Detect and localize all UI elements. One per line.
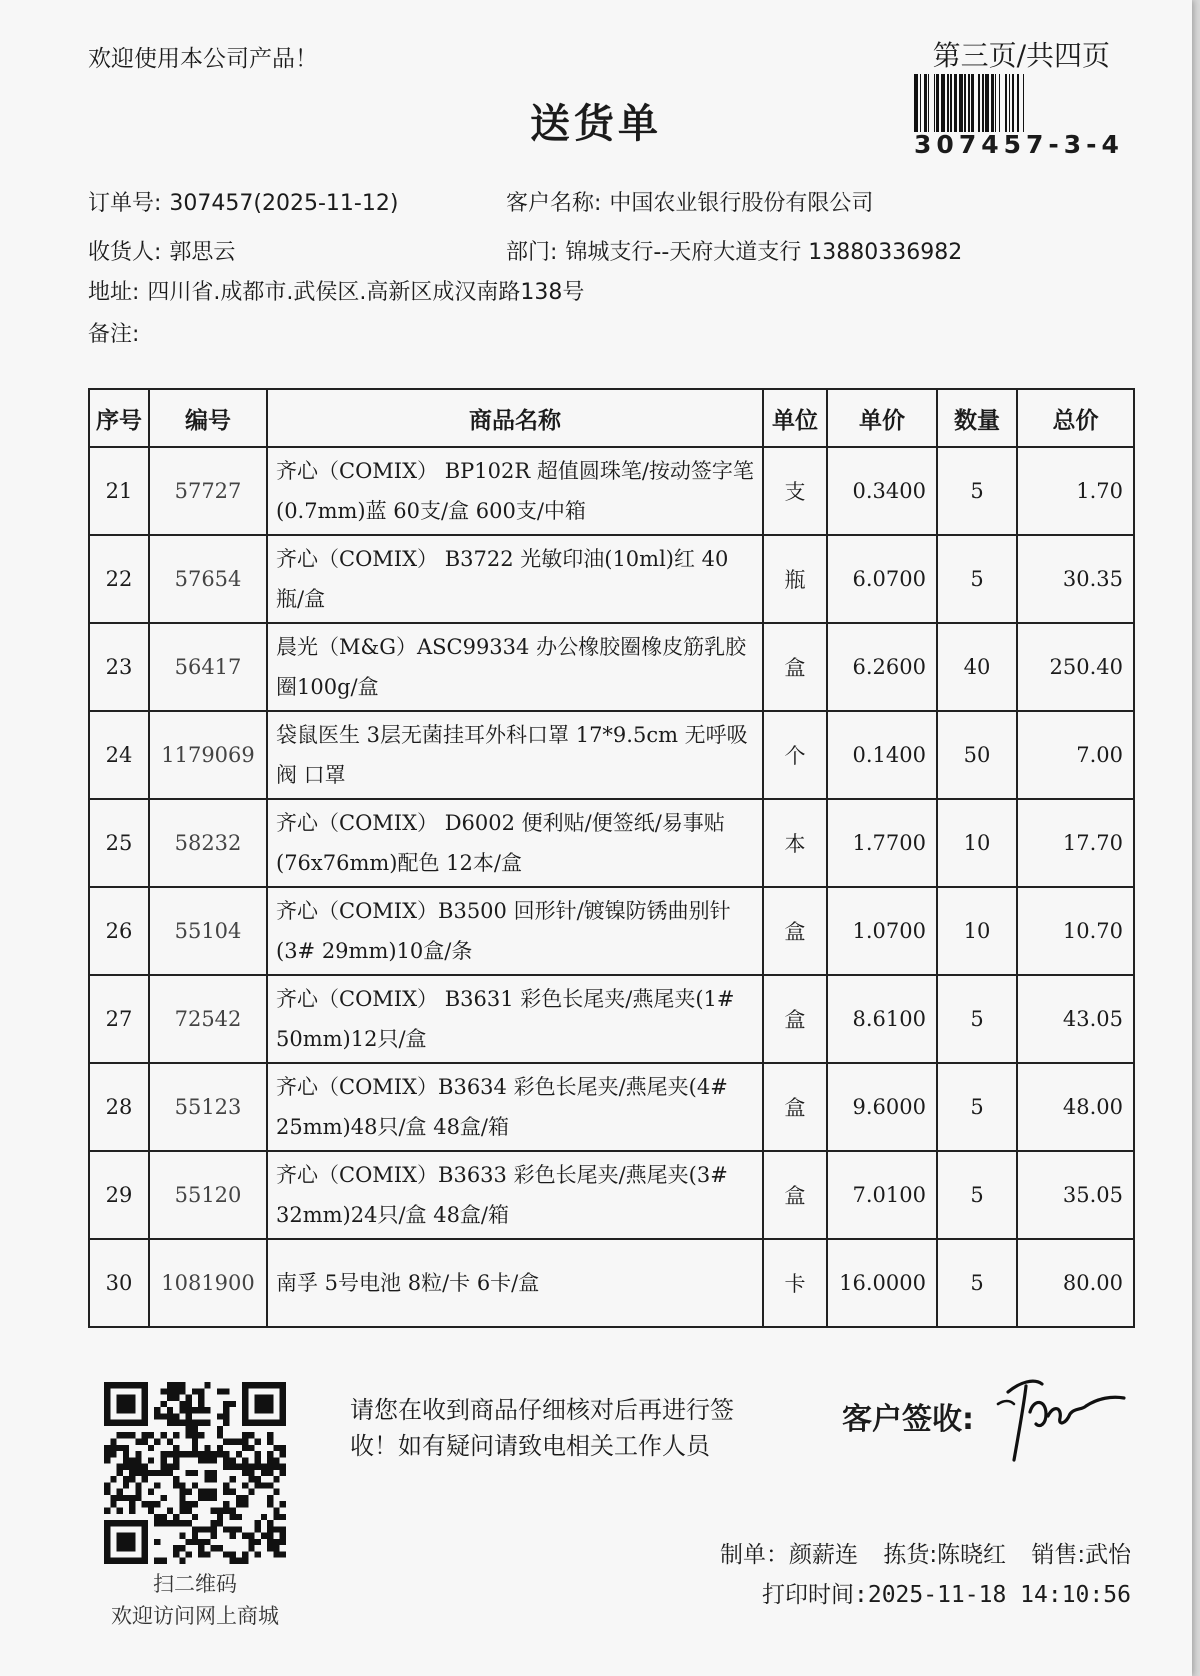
cell-unit: 盒 — [763, 887, 827, 975]
header-unit-price: 单价 — [827, 389, 937, 447]
cell-seq: 27 — [89, 975, 149, 1063]
cell-code: 58232 — [149, 799, 267, 887]
order-number-label: 订单号: — [88, 191, 162, 216]
customer-name-label: 客户名称: — [506, 191, 602, 216]
customer-name-field — [506, 186, 873, 217]
header-product-name: 商品名称 — [267, 389, 763, 447]
department-field — [506, 235, 962, 266]
cell-unit: 瓶 — [763, 535, 827, 623]
cell-code: 72542 — [149, 975, 267, 1063]
cell-unit: 卡 — [763, 1239, 827, 1327]
cell-code: 57654 — [149, 535, 267, 623]
page-indicator: 第三页/共四页 — [932, 39, 1110, 72]
cell-quantity: 40 — [937, 623, 1017, 711]
cell-unit: 盒 — [763, 623, 827, 711]
department-value: 锦城支行--天府大道支行 13880336982 — [565, 240, 963, 265]
table-row — [89, 623, 1134, 711]
table-row — [89, 799, 1134, 887]
cell-code: 55123 — [149, 1063, 267, 1151]
cell-unit-price: 0.1400 — [827, 711, 937, 799]
cell-seq: 21 — [89, 447, 149, 535]
address-value: 四川省.成都市.武侯区.高新区成汉南路138号 — [147, 280, 585, 305]
cell-product-name: 齐心（COMIX） B3722 光敏印油(10ml)红 40瓶/盒 — [267, 535, 763, 623]
items-table — [88, 388, 1135, 1328]
header-total: 总价 — [1017, 389, 1134, 447]
cell-unit-price: 6.0700 — [827, 535, 937, 623]
cell-unit-price: 1.0700 — [827, 887, 937, 975]
sales: 销售:武怡 — [1031, 1542, 1132, 1568]
receiver-value: 郭思云 — [169, 240, 236, 265]
cell-unit-price: 6.2600 — [827, 623, 937, 711]
cell-product-name: 齐心（COMIX）B3500 回形针/镀镍防锈曲别针(3# 29mm)10盒/条 — [267, 887, 763, 975]
cell-product-name: 南孚 5号电池 8粒/卡 6卡/盒 — [267, 1239, 763, 1327]
cell-seq: 25 — [89, 799, 149, 887]
cell-product-name: 齐心（COMIX）B3634 彩色长尾夹/燕尾夹(4# 25mm)48只/盒 48盒/箱 — [267, 1063, 763, 1151]
cell-quantity: 10 — [937, 887, 1017, 975]
cell-seq: 30 — [89, 1239, 149, 1327]
cell-quantity: 5 — [937, 447, 1017, 535]
document-title: 送货单 — [530, 101, 662, 147]
table-row — [89, 887, 1134, 975]
cell-quantity: 5 — [937, 1239, 1017, 1327]
maker: 制单：颜薪连 — [720, 1542, 858, 1568]
cell-unit: 盒 — [763, 1063, 827, 1151]
cell-quantity: 5 — [937, 975, 1017, 1063]
table-row — [89, 711, 1134, 799]
cell-unit-price: 0.3400 — [827, 447, 937, 535]
address-label: 地址: — [88, 280, 140, 305]
cell-quantity: 5 — [937, 1063, 1017, 1151]
picker: 拣货:陈晓红 — [883, 1542, 1007, 1568]
print-time: 打印时间:2025-11-18 14:10:56 — [762, 1582, 1131, 1608]
cell-total: 30.35 — [1017, 535, 1134, 623]
table-row — [89, 447, 1134, 535]
table-header-row — [89, 389, 1134, 447]
remark-label: 备注: — [88, 322, 140, 347]
cell-total: 1.70 — [1017, 447, 1134, 535]
cell-unit: 支 — [763, 447, 827, 535]
table-row — [89, 1239, 1134, 1327]
qr-caption-line2: 欢迎访问网上商城 — [111, 1604, 279, 1628]
address-field — [88, 275, 584, 306]
order-number-field — [88, 186, 398, 217]
qr-code-icon[interactable] — [104, 1382, 286, 1564]
greeting-text: 欢迎使用本公司产品！ — [88, 46, 318, 72]
cell-unit: 本 — [763, 799, 827, 887]
cell-unit-price: 9.6000 — [827, 1063, 937, 1151]
table-row — [89, 1151, 1134, 1239]
cell-seq: 29 — [89, 1151, 149, 1239]
cell-total: 10.70 — [1017, 887, 1134, 975]
cell-unit-price: 1.7700 — [827, 799, 937, 887]
qr-caption-line1: 扫二维码 — [153, 1572, 237, 1596]
cell-total: 250.40 — [1017, 623, 1134, 711]
cell-code: 55104 — [149, 887, 267, 975]
qr-caption — [88, 1568, 302, 1632]
cell-product-name: 齐心（COMIX） D6002 便利贴/便签纸/易事贴(76x76mm)配色 12本/盒 — [267, 799, 763, 887]
cell-product-name: 齐心（COMIX） BP102R 超值圆珠笔/按动签字笔(0.7mm)蓝 60支/盒 600支/中箱 — [267, 447, 763, 535]
cell-quantity: 50 — [937, 711, 1017, 799]
cell-code: 57727 — [149, 447, 267, 535]
header-quantity: 数量 — [937, 389, 1017, 447]
cell-code: 55120 — [149, 1151, 267, 1239]
department-label: 部门: — [506, 240, 558, 265]
cell-product-name: 袋鼠医生 3层无菌挂耳外科口罩 17*9.5cm 无呼吸阀 口罩 — [267, 711, 763, 799]
order-number-value: 307457(2025-11-12) — [169, 191, 399, 216]
table-row — [89, 1063, 1134, 1151]
cell-product-name: 晨光（M&G）ASC99334 办公橡胶圈橡皮筋乳胶圈100g/盒 — [267, 623, 763, 711]
cell-unit-price: 16.0000 — [827, 1239, 937, 1327]
signature-label: 客户签收: — [842, 1402, 974, 1437]
cell-total: 17.70 — [1017, 799, 1134, 887]
receipt-notice: 请您在收到商品仔细核对后再进行签收！如有疑问请致电相关工作人员 — [350, 1396, 734, 1460]
cell-quantity: 10 — [937, 799, 1017, 887]
cell-seq: 26 — [89, 887, 149, 975]
cell-unit-price: 7.0100 — [827, 1151, 937, 1239]
receiver-label: 收货人: — [88, 240, 162, 265]
cell-unit: 盒 — [763, 1151, 827, 1239]
cell-code: 1081900 — [149, 1239, 267, 1327]
handwritten-signature — [990, 1364, 1130, 1464]
header-code: 编号 — [149, 389, 267, 447]
cell-unit-price: 8.6100 — [827, 975, 937, 1063]
barcode-number: 307457-3-4 — [914, 130, 1124, 159]
cell-product-name: 齐心（COMIX） B3631 彩色长尾夹/燕尾夹(1# 50mm)12只/盒 — [267, 975, 763, 1063]
cell-total: 7.00 — [1017, 711, 1134, 799]
cell-unit: 个 — [763, 711, 827, 799]
staff-line — [720, 1536, 1149, 1569]
header-seq: 序号 — [89, 389, 149, 447]
receiver-field — [88, 235, 235, 266]
cell-quantity: 5 — [937, 1151, 1017, 1239]
remark-field — [88, 317, 147, 348]
cell-seq: 23 — [89, 623, 149, 711]
customer-name-value: 中国农业银行股份有限公司 — [609, 191, 874, 216]
cell-total: 35.05 — [1017, 1151, 1134, 1239]
cell-total: 43.05 — [1017, 975, 1134, 1063]
table-row — [89, 535, 1134, 623]
cell-product-name: 齐心（COMIX）B3633 彩色长尾夹/燕尾夹(3# 32mm)24只/盒 48盒/箱 — [267, 1151, 763, 1239]
cell-total: 48.00 — [1017, 1063, 1134, 1151]
cell-seq: 22 — [89, 535, 149, 623]
cell-code: 1179069 — [149, 711, 267, 799]
cell-code: 56417 — [149, 623, 267, 711]
header-unit: 单位 — [763, 389, 827, 447]
cell-quantity: 5 — [937, 535, 1017, 623]
table-row — [89, 975, 1134, 1063]
cell-seq: 24 — [89, 711, 149, 799]
cell-unit: 盒 — [763, 975, 827, 1063]
cell-seq: 28 — [89, 1063, 149, 1151]
cell-total: 80.00 — [1017, 1239, 1134, 1327]
